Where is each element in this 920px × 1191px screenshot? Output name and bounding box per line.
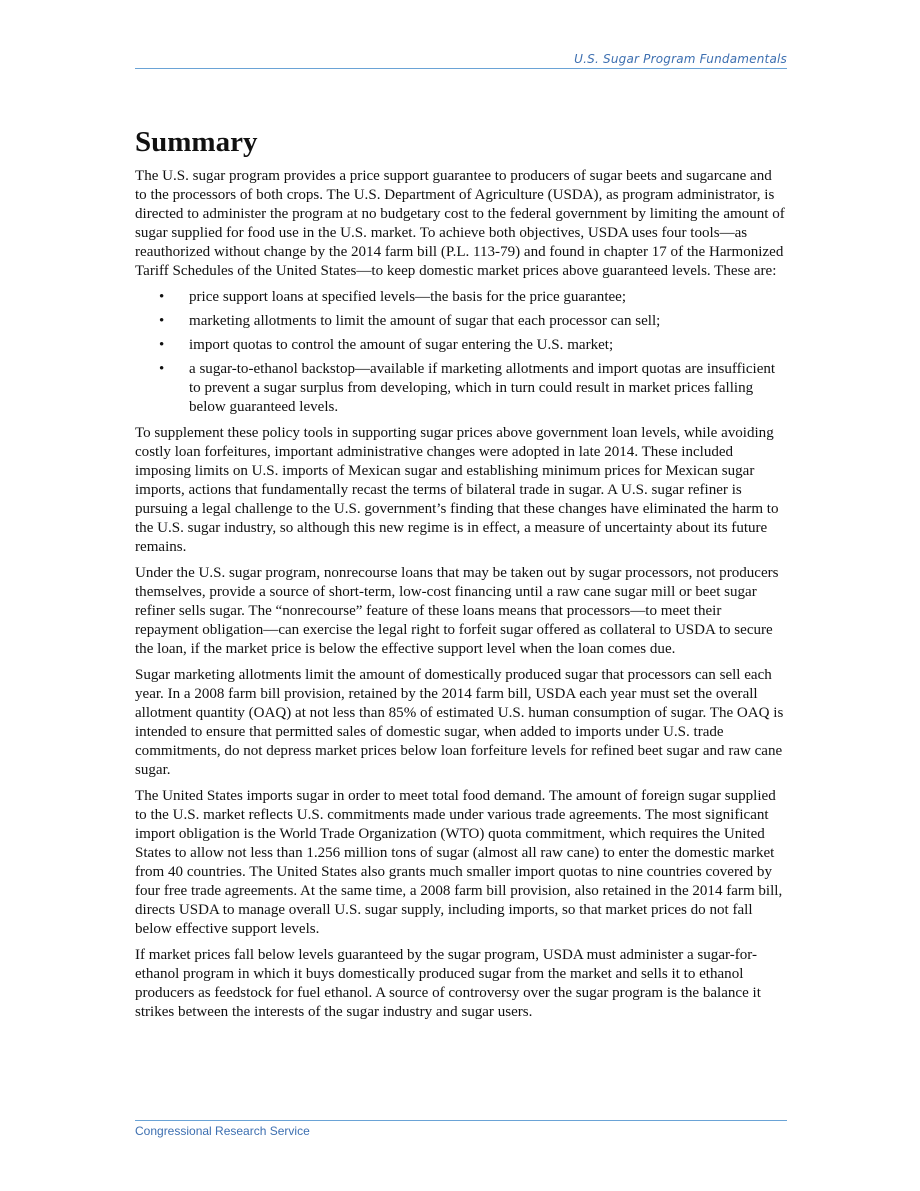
footer-rule <box>135 1120 787 1121</box>
section-title: Summary <box>135 126 258 158</box>
body-paragraph: The United States imports sugar in order to meet total food demand. The amount of foreign sugar supplied to the U.S. market reflects U.S. commitments made under various trade agreements. The most significant import obligation is the World Trade Organization (WTO) quota commitment, which requires the United States to allow not less than 1.256 million tons of sugar (almost all raw cane) to enter the domestic market from 40 countries. The United States also grants much smaller import quotas to nine countries covered by four free trade agreements. At the same time, a 2008 farm bill provision, also retained in the 2014 farm bill, directs USDA to manage overall U.S. sugar supply, including imports, so that market prices do not fall below effective support levels. <box>135 788 783 937</box>
bullet-icon: • <box>159 313 165 329</box>
list-item <box>135 336 787 355</box>
list-item-text: import quotas to control the amount of sugar entering the U.S. market; <box>189 337 614 353</box>
header-rule <box>135 68 787 69</box>
list-item-text: a sugar-to-ethanol backstop—available if marketing allotments and import quotas are insufficient to prevent a sugar surplus from developing, which in turn could result in market prices falling below guaranteed levels. <box>189 361 776 415</box>
list-item <box>135 360 787 417</box>
list-item <box>135 288 787 307</box>
running-header-title: U.S. Sugar Program Fundamentals <box>574 52 787 66</box>
intro-paragraph: The U.S. sugar program provides a price support guarantee to producers of sugar beets and sugarcane and to the processors of both crops. The U.S. Department of Agriculture (USDA), as program administrator, is directed to administer the program at no budgetary cost to the federal government by limiting the amount of sugar supplied for food use in the U.S. market. To achieve both objectives, USDA uses four tools—as reauthorized without change by the 2014 farm bill (P.L. 113-79) and found in chapter 17 of the Harmonized Tariff Schedules of the United States—to keep domestic market prices above guaranteed levels. These are: <box>135 168 785 279</box>
body-paragraph: Under the U.S. sugar program, nonrecourse loans that may be taken out by sugar processors, not producers themselves, provide a source of short-term, low-cost financing until a raw cane sugar mill or beet sugar refiner sells sugar. The “nonrecourse” feature of these loans means that processors—to meet their repayment obligation—can exercise the legal right to forfeit sugar offered as collateral to USDA to secure the loan, if the market price is below the effective support level when the loan comes due. <box>135 565 779 657</box>
body-paragraph: To supplement these policy tools in supporting sugar prices above government loan levels, while avoiding costly loan forfeitures, important administrative changes were adopted in late 2014. These included imposing limits on U.S. imports of Mexican sugar and establishing minimum prices for Mexican sugar imports, actions that fundamentally recast the terms of bilateral trade in sugar. A U.S. sugar refiner is pursuing a legal challenge to the U.S. government’s finding that these changes have eliminated the harm to the U.S. sugar industry, so although this new regime is in effect, a measure of uncertainty about its future remains. <box>135 425 779 555</box>
footer-publisher: Congressional Research Service <box>135 1124 310 1138</box>
tools-list <box>135 288 787 417</box>
body-paragraph: If market prices fall below levels guaranteed by the sugar program, USDA must administer a sugar-for-ethanol program in which it buys domestically produced sugar from the market and sells it to ethanol producers as feedstock for fuel ethanol. A source of controversy over the sugar program is the balance it strikes between the interests of the sugar industry and sugar users. <box>135 947 761 1020</box>
list-item-text: price support loans at specified levels—the basis for the price guarantee; <box>189 289 627 305</box>
bullet-icon: • <box>159 361 165 377</box>
summary-section <box>135 124 787 1029</box>
list-item-text: marketing allotments to limit the amount of sugar that each processor can sell; <box>189 313 661 329</box>
bullet-icon: • <box>159 337 165 353</box>
list-item <box>135 312 787 331</box>
bullet-icon: • <box>159 289 165 305</box>
body-paragraph: Sugar marketing allotments limit the amount of domestically produced sugar that processors can sell each year. In a 2008 farm bill provision, retained by the 2014 farm bill, USDA each year must set the overall allotment quantity (OAQ) at not less than 85% of estimated U.S. human consumption of sugar. The OAQ is intended to ensure that permitted sales of domestic sugar, when added to imports under U.S. trade commitments, do not depress market prices below loan forfeiture levels for refined beet sugar and raw cane sugar. <box>135 667 784 778</box>
